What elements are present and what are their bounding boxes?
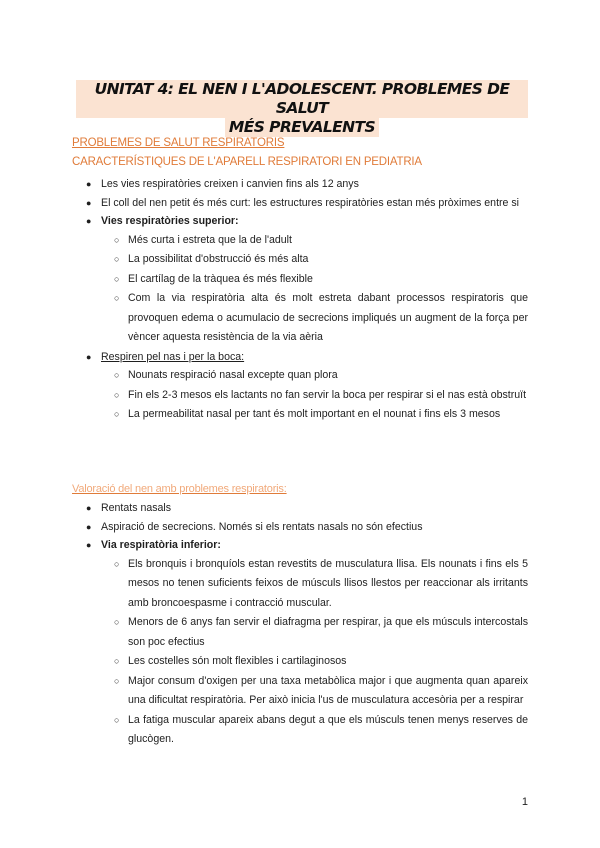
sub-list-item xyxy=(72,250,528,270)
circle-bullet-icon: ○ xyxy=(114,558,120,569)
sub-list-item xyxy=(72,231,528,251)
list-item xyxy=(72,499,528,518)
disc-bullet-icon: ● xyxy=(86,521,92,532)
list-item xyxy=(72,518,528,537)
list-item-text: Rentats nasals xyxy=(101,502,172,514)
disc-bullet-icon: ● xyxy=(86,503,92,513)
characteristics-list xyxy=(72,175,528,425)
circle-bullet-icon: ○ xyxy=(114,293,120,303)
section-heading-assessment xyxy=(72,483,287,495)
sub-list-item xyxy=(72,386,528,406)
list-item xyxy=(72,175,528,194)
section-heading-respiratory-problems: PROBLEMES DE SALUT RESPIRATORIS xyxy=(72,137,285,149)
list-item-text: Via respiratòria inferior: xyxy=(101,539,221,551)
disc-bullet-icon: ● xyxy=(86,179,92,189)
sub-list-item xyxy=(72,366,528,386)
disc-bullet-icon: ● xyxy=(86,197,92,208)
list-item-text: Les vies respiratòries creixen i canvien fins als 12 anys xyxy=(101,178,359,190)
list-item xyxy=(72,212,528,231)
sub-list-item-text: Menors de 6 anys fan servir el diafragma per respirar, ja que els músculs intercostals son poc efectius xyxy=(128,616,528,648)
circle-bullet-icon: ○ xyxy=(114,273,120,284)
disc-bullet-icon: ● xyxy=(86,540,92,550)
disc-bullet-icon: ● xyxy=(86,216,92,226)
sub-list-item xyxy=(72,652,528,672)
page-number: 1 xyxy=(521,796,528,808)
list-item-text: Respiren pel nas i per la boca: xyxy=(101,350,245,363)
circle-bullet-icon: ○ xyxy=(114,370,120,380)
sub-list-item-text: Com la via respiratòria alta és molt estreta dabant processos respiratoris que provoquen edema o acumulacio de secrecions impliqués un augment de la força per vèncer aquesta resistència de la via aèria xyxy=(128,292,528,343)
sub-list-item-text: El cartílag de la tràquea és més flexible xyxy=(128,272,313,285)
sub-list-item xyxy=(72,270,528,290)
list-item-text: El coll del nen petit és més curt: les estructures respiratòries estan més pròximes entre si xyxy=(101,196,520,209)
section-heading-assessment-text: Valoració del nen amb problemes respiratoris: xyxy=(72,483,287,495)
circle-bullet-icon: ○ xyxy=(114,389,120,400)
sub-list-item xyxy=(72,555,528,614)
circle-bullet-icon: ○ xyxy=(114,714,120,725)
circle-bullet-icon: ○ xyxy=(114,617,120,627)
circle-bullet-icon: ○ xyxy=(114,409,120,419)
sub-list-item-text: La fatiga muscular apareix abans degut a que els músculs tenen menys reserves de glucògen. xyxy=(128,713,528,745)
sub-list-item xyxy=(72,672,528,711)
assessment-list xyxy=(72,499,528,750)
circle-bullet-icon: ○ xyxy=(114,675,120,686)
list-item xyxy=(72,536,528,555)
sub-list-item-text: Fin els 2-3 mesos els lactants no fan servir la boca per respirar si el nas està obstruït xyxy=(128,388,527,401)
sub-list-item-text: Els bronquis i bronquíols estan revestits de musculatura llisa. Els nounats i fins els 5 mesos no tenen suficients feixos de músculs llisos llestos per reaccionar als irritants amb broncoespasme i contracció muscular. xyxy=(128,557,528,609)
document-title xyxy=(76,80,528,137)
list-item xyxy=(72,348,528,367)
sub-list-item-text: La permeabilitat nasal per tant és molt important en el nounat i fins els 3 mesos xyxy=(128,408,501,420)
title-line-2: MÉS PREVALENTS xyxy=(225,118,379,137)
sub-list-item-text: Les costelles són molt flexibles i cartilaginosos xyxy=(128,655,347,667)
sub-list-item xyxy=(72,711,528,750)
sub-list-item xyxy=(72,613,528,652)
circle-bullet-icon: ○ xyxy=(114,656,120,666)
sub-list-item-text: Major consum d'oxigen per una taxa metabòlica major i que augmenta quan apareix una dificultat respiratòria. Per això inicia l'us de musculatura accesòria per a respirar xyxy=(128,674,528,706)
circle-bullet-icon: ○ xyxy=(114,234,120,245)
list-item-text: Aspiració de secrecions. Només si els rentats nasals no són efectius xyxy=(101,520,423,533)
list-item xyxy=(72,194,528,213)
subsection-heading-characteristics: CARACTERÍSTIQUES DE L'APARELL RESPIRATORI EN PEDIATRIA xyxy=(72,156,422,168)
sub-list-item-text: Més curta i estreta que la de l'adult xyxy=(128,233,292,246)
title-line-1: UNITAT 4: EL NEN I L'ADOLESCENT. PROBLEMES DE SALUT xyxy=(76,80,528,118)
circle-bullet-icon: ○ xyxy=(114,254,120,264)
sub-list-item-text: La possibilitat d'obstrucció és més alta xyxy=(128,253,309,265)
sub-list-item-text: Nounats respiració nasal excepte quan plora xyxy=(128,369,338,381)
list-item-text: Vies respiratòries superior: xyxy=(101,215,239,227)
sub-list-item xyxy=(72,405,528,425)
sub-list-item xyxy=(72,289,528,348)
disc-bullet-icon: ● xyxy=(86,351,92,362)
